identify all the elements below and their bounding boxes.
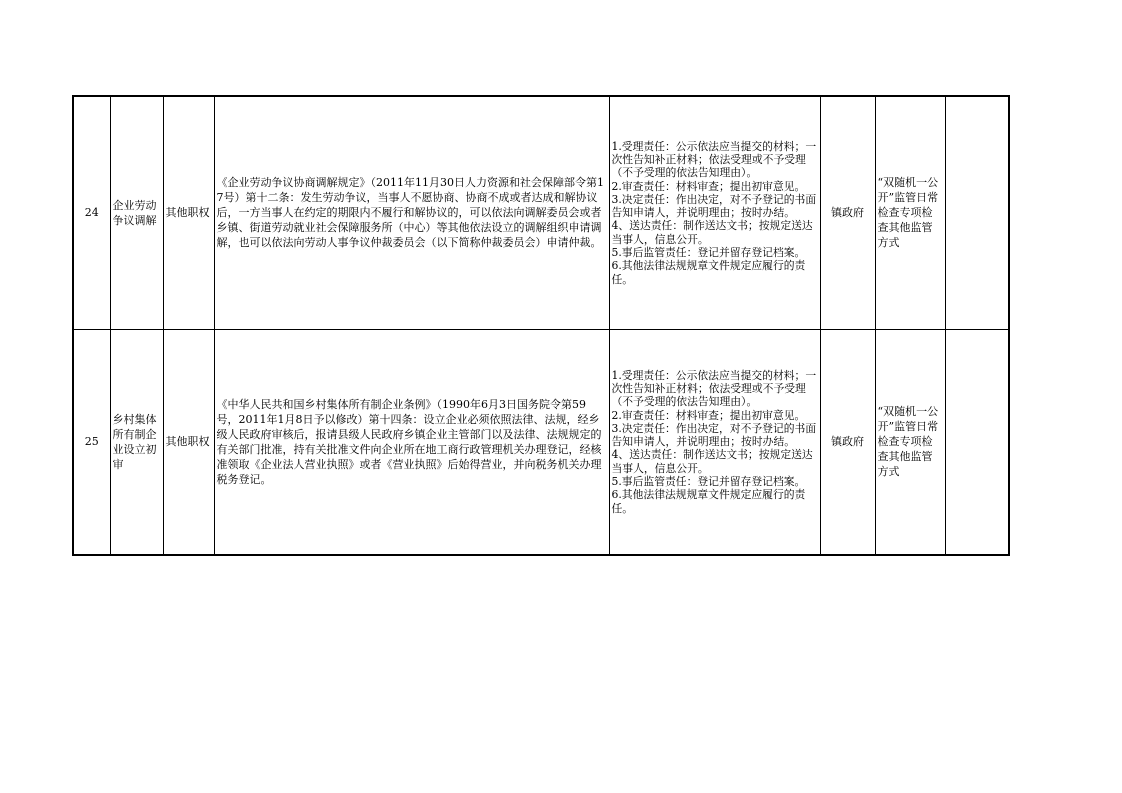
duty-item: 4、送达责任：制作送达文书；按规定送达当事人，信息公开。 bbox=[611, 219, 813, 246]
duty-item: 1.受理责任：公示依法应当提交的材料；一次性告知补正材料；依法受理或不予受理（不予受理的依法告知理由）。 bbox=[611, 139, 817, 180]
duty-item: 1.受理责任：公示依法应当提交的材料；一次性告知补正材料；依法受理或不予受理（不予受理的依法告知理由）。 bbox=[611, 368, 817, 409]
duty-item: 5.事后监管责任：登记并留存登记档案。 bbox=[611, 245, 806, 259]
duty-item: 3.决定责任：作出决定，对不予登记的书面告知申请人，并说明理由；按时办结。 bbox=[611, 192, 817, 220]
remark-cell bbox=[945, 96, 1009, 329]
duty-item: 3.决定责任：作出决定，对不予登记的书面告知申请人，并说明理由；按时办结。 bbox=[611, 421, 817, 449]
supervision-method: “双随机一公开”监管日常检查专项检查其他监管方式 bbox=[875, 96, 945, 329]
table-row bbox=[73, 329, 1009, 555]
row-number: 25 bbox=[73, 329, 110, 555]
duty-item: 6.其他法律法规规章文件规定应履行的责任。 bbox=[611, 488, 806, 515]
duty-item: 5.事后监管责任：登记并留存登记档案。 bbox=[611, 474, 806, 488]
duty-item: 6.其他法律法规规章文件规定应履行的责任。 bbox=[611, 259, 806, 286]
item-category: 其他职权 bbox=[163, 96, 214, 329]
power-list-table bbox=[72, 95, 1010, 556]
table-row bbox=[73, 96, 1009, 329]
legal-basis: 《中华人民共和国乡村集体所有制企业条例》（1990年6月3日国务院令第59号，2011年1月8日予以修改）第十四条：设立企业必须依照法律、法规，经乡级人民政府审核后，报请县级人民政府乡镇企业主管部门以及法律、法规规定的有关部门批准，持有关批准文件向企业所在地工商行政管理机关办理登记，经核准领取《企业法人营业执照》或者《营业执照》后始得营业，并向税务机关办理税务登记。 bbox=[214, 329, 609, 555]
supervision-method: “双随机一公开”监管日常检查专项检查其他监管方式 bbox=[875, 329, 945, 555]
responsibility-list bbox=[609, 329, 820, 555]
table-body bbox=[73, 96, 1009, 555]
responsible-subject: 镇政府 bbox=[820, 329, 875, 555]
item-category: 其他职权 bbox=[163, 329, 214, 555]
duty-item: 2.审查责任：材料审查；提出初审意见。 bbox=[611, 179, 806, 193]
responsibility-list bbox=[609, 96, 820, 329]
duty-item: 4、送达责任：制作送达文书；按规定送达当事人，信息公开。 bbox=[611, 448, 813, 475]
item-name: 企业劳动争议调解 bbox=[110, 96, 163, 329]
remark-cell bbox=[945, 329, 1009, 555]
row-number: 24 bbox=[73, 96, 110, 329]
duty-item: 2.审查责任：材料审查；提出初审意见。 bbox=[611, 408, 806, 422]
item-name: 乡村集体所有制企业设立初审 bbox=[110, 329, 163, 555]
legal-basis: 《企业劳动争议协商调解规定》（2011年11月30日人力资源和社会保障部令第17号）第十二条：发生劳动争议，当事人不愿协商、协商不成或者达成和解协议后，一方当事人在约定的期限内不履行和解协议的，可以依法向调解委员会或者乡镇、街道劳动就业社会保障服务所（中心）等其他依法设立的调解组织申请调解，也可以依法向劳动人事争议仲裁委员会（以下简称仲裁委员会）申请仲裁。 bbox=[214, 96, 609, 329]
responsible-subject: 镇政府 bbox=[820, 96, 875, 329]
